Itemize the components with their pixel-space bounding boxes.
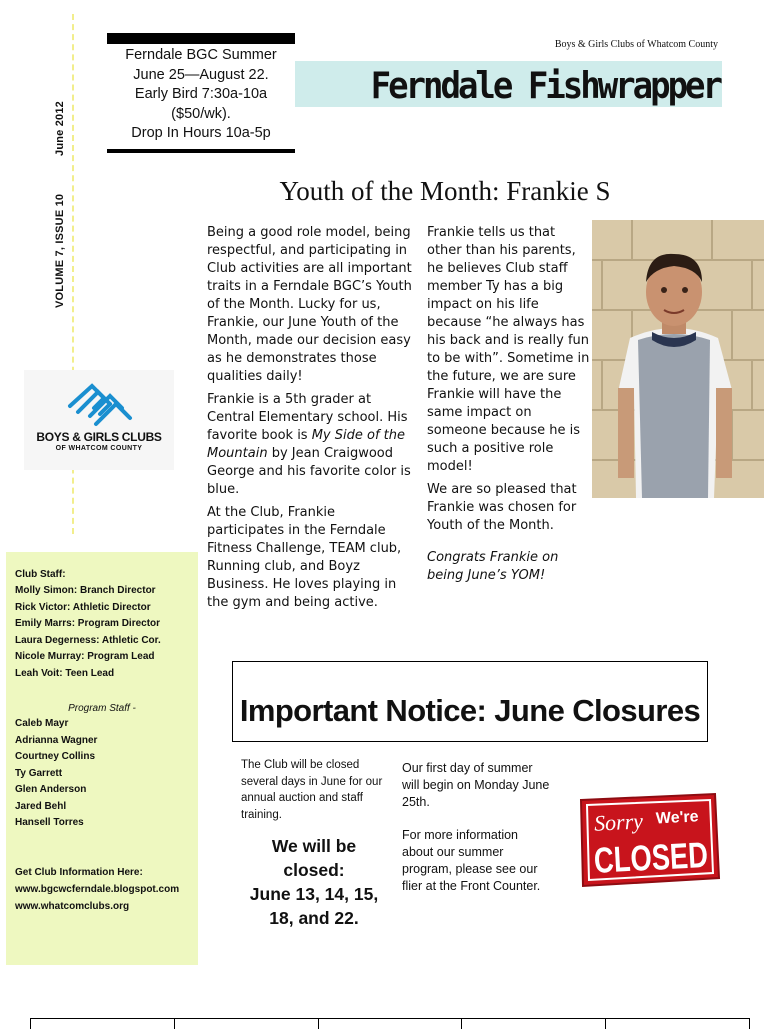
article-paragraph: Being a good role model, being respectful, and participating in Club activities are all important traits in a Ferndale BGC’s Youth of the Month. Lucky for us, Frankie, our June Youth of the Month, made our decision easy as he demonstrates those qualities daily! <box>207 225 412 384</box>
closed-dates-line: closed: <box>283 860 345 880</box>
article-paragraph: We are so pleased that Frankie was chosen for Youth of the Month. <box>427 482 577 533</box>
youth-photo <box>592 220 764 498</box>
logo-subtitle: OF WHATCOM COUNTY <box>55 445 143 452</box>
article-column-1 <box>207 224 415 617</box>
closed-dates-line: We will be <box>271 836 357 856</box>
staff-member: Emily Marrs: Program Director <box>15 618 161 629</box>
closed-dates <box>238 834 390 930</box>
club-logo <box>24 370 174 470</box>
sign-were: We're <box>655 808 699 828</box>
table-cell <box>318 1019 462 1029</box>
summer-start-text: Our first day of summer will begin on Monday June 25th. <box>402 761 550 809</box>
staff-sidebar <box>6 552 198 965</box>
masthead-org: Boys & Girls Clubs of Whatcom County <box>554 39 718 50</box>
sign-sorry: Sorry <box>593 808 644 836</box>
blog-link[interactable]: www.bgcwcferndale.blogspot.com <box>15 884 180 895</box>
program-staff-member: Caleb Mayr <box>15 718 69 729</box>
summer-line: Drop In Hours 10a-5p <box>131 125 271 141</box>
website-link[interactable]: www.whatcomclubs.org <box>15 900 130 912</box>
article-text: by Jean Craigwood George and his favorite color is blue. <box>207 446 411 497</box>
article-text: Frankie is a 5th grader at Central Elementary school. His favorite book is <box>207 392 408 443</box>
congrats-note: Congrats Frankie on being June’s YOM! <box>427 550 559 583</box>
article-paragraph: At the Club, Frankie participates in the Ferndale Fitness Challenge, TEAM club, Running club, and Boyz Business. He loves playing in the gym and being active. <box>207 505 402 610</box>
closure-explanation: The Club will be closed several days in June for our annual auction and staff training. <box>241 759 383 821</box>
hands-logo-icon <box>64 380 136 428</box>
program-staff-member: Courtney Collins <box>15 751 96 762</box>
notice-title: Important Notice: June Closures <box>239 693 701 728</box>
program-staff-member: Ty Garrett <box>15 767 63 779</box>
program-staff-heading: Program Staff - <box>68 703 136 714</box>
summer-info <box>402 760 552 911</box>
closed-dates-line: 18, and 22. <box>269 908 359 928</box>
program-staff-member: Glen Anderson <box>15 784 87 795</box>
summer-hours-box <box>107 33 295 153</box>
summer-line: Ferndale BGC Summer <box>125 47 277 63</box>
more-info-text: For more information about our summer program, please see our flier at the Front Counter. <box>402 828 541 893</box>
staff-member: Laura Degerness: Athletic Cor. <box>15 634 161 646</box>
newsletter-title: Ferndale Fishwrapper <box>370 64 720 108</box>
table-cell <box>174 1019 318 1029</box>
closed-sign-image <box>573 790 745 895</box>
article-column-2 <box>427 224 592 590</box>
table-cell <box>30 1019 174 1029</box>
book-title: My Side of the Mountain <box>207 428 406 461</box>
closed-dates-line: June 13, 14, 15, <box>249 884 379 904</box>
program-staff-member: Hansell Torres <box>15 817 84 828</box>
notice-box <box>232 661 708 742</box>
article-paragraph <box>207 391 415 499</box>
program-staff-member: Jared Behl <box>15 800 67 812</box>
volume-issue: VOLUME 7, ISSUE 10 <box>54 193 66 308</box>
youth-of-month-heading: Youth of the Month: Frankie S <box>279 176 611 206</box>
program-staff-member: Adrianna Wagner <box>15 734 98 746</box>
club-info-heading: Get Club Information Here: <box>15 867 143 878</box>
summer-line: June 25—August 22. <box>133 66 269 83</box>
summer-line: Early Bird 7:30a-10a <box>134 86 268 102</box>
table-cell <box>605 1019 750 1029</box>
issue-date: June 2012 <box>54 100 66 156</box>
article-paragraph: Frankie tells us that other than his parents, he believes Club staff member Ty has a big impact on his life because “he always has his back and is really fun to be with”. Sometime in the future, we are sure Frankie will have the same impact on someone because he is such a positive role model! <box>427 225 590 474</box>
staff-member: Rick Victor: Athletic Director <box>15 601 151 613</box>
summer-line: ($50/wk). <box>171 105 231 122</box>
staff-member: Leah Voit: Teen Lead <box>15 667 115 679</box>
club-staff-heading: Club Staff: <box>15 569 66 580</box>
table-cell <box>461 1019 605 1029</box>
bottom-table <box>30 1018 750 1029</box>
logo-name: BOYS & GIRLS CLUBS <box>36 430 162 444</box>
staff-member: Nicole Murray: Program Lead <box>15 651 155 662</box>
staff-member: Molly Simon: Branch Director <box>15 585 156 596</box>
sign-closed: CLOSED <box>592 832 745 881</box>
